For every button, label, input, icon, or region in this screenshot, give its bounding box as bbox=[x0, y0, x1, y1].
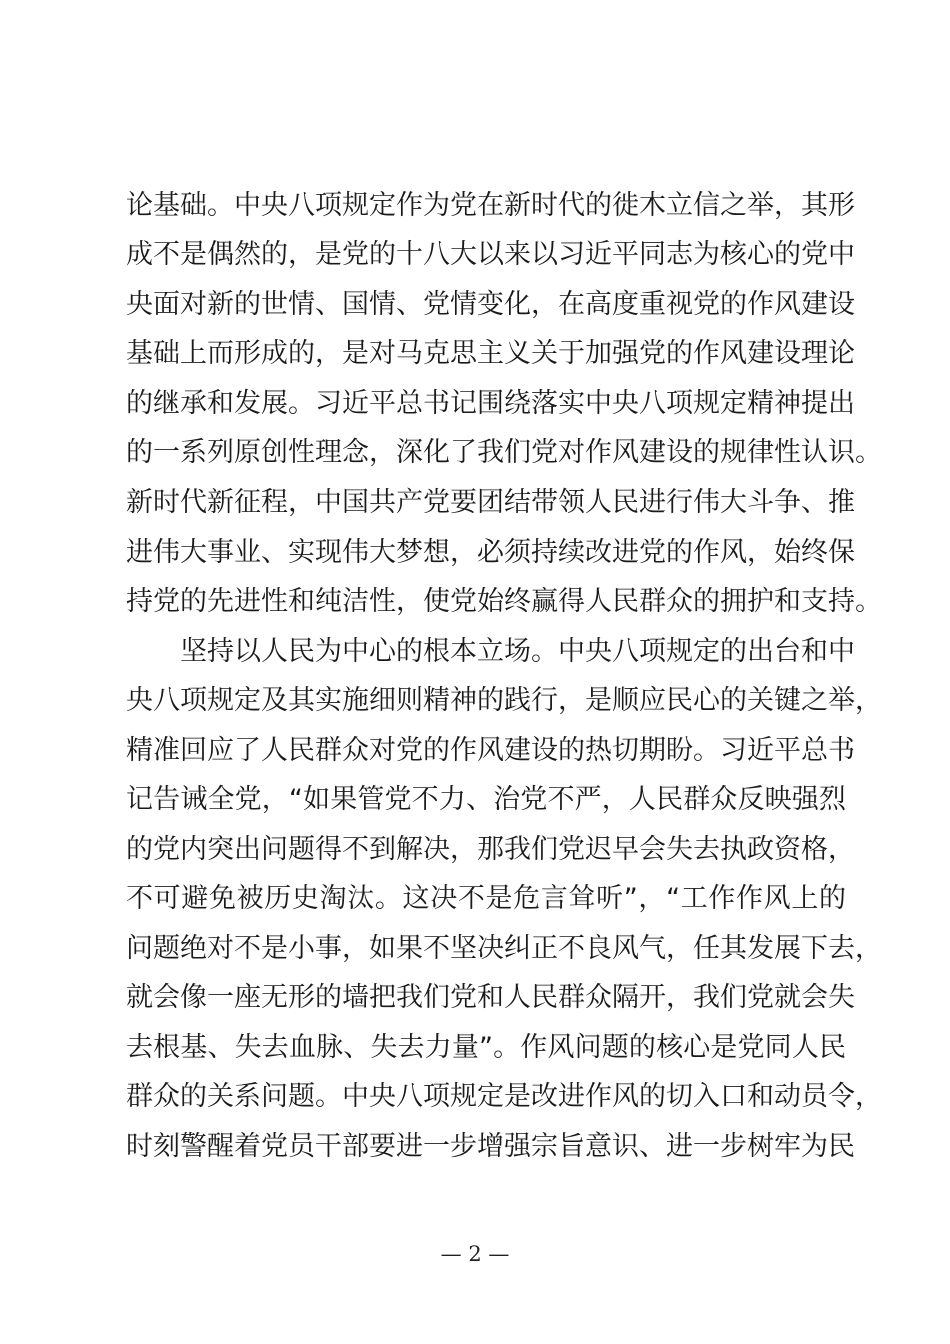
text-line: 的继承和发展。习近平总书记围绕落实中央八项规定精神提出 bbox=[126, 388, 855, 419]
text-line: 的一系列原创性理念，深化了我们党对作风建设的规律性认识。 bbox=[126, 437, 882, 468]
text-line: 不可避免被历史淘汰。这决不是危言耸听”，“工作作风上的 bbox=[126, 883, 846, 914]
text-line: 时刻警醒着党员干部要进一步增强宗旨意识、进一步树牢为民 bbox=[126, 1131, 855, 1162]
text-line: 坚持以人民为中心的根本立场。中央八项规定的出台和中 bbox=[180, 636, 855, 667]
text-line: 的党内突出问题得不到解决，那我们党迟早会失去执政资格， bbox=[126, 834, 855, 865]
text-line: 就会像一座无形的墙把我们党和人民群众隔开，我们党就会失 bbox=[126, 982, 855, 1013]
page-number: — 2 — bbox=[440, 1242, 510, 1266]
text-line: 成不是偶然的，是党的十八大以来以习近平同志为核心的党中 bbox=[126, 239, 855, 270]
text-line: 进伟大事业、实现伟大梦想，必须持续改进党的作风，始终保 bbox=[126, 537, 855, 568]
text-line: 论基础。中央八项规定作为党在新时代的徙木立信之举，其形 bbox=[126, 190, 855, 221]
text-line: 问题绝对不是小事，如果不坚决纠正不良风气，任其发展下去， bbox=[126, 933, 882, 964]
text-line: 基础上而形成的，是对马克思主义关于加强党的作风建设理论 bbox=[126, 338, 855, 369]
text-line: 去根基、失去血脉、失去力量”。作风问题的核心是党同人民 bbox=[126, 1032, 846, 1063]
text-line: 央面对新的世情、国情、党情变化，在高度重视党的作风建设 bbox=[126, 289, 855, 320]
text-line: 记告诫全党，“如果管党不力、治党不严，人民群众反映强烈 bbox=[126, 784, 846, 815]
text-line: 持党的先进性和纯洁性，使党始终赢得人民群众的拥护和支持。 bbox=[126, 586, 882, 617]
text-line: 央八项规定及其实施细则精神的践行，是顺应民心的关键之举， bbox=[126, 685, 882, 716]
text-line: 新时代新征程，中国共产党要团结带领人民进行伟大斗争、推 bbox=[126, 487, 855, 518]
text-line: 精准回应了人民群众对党的作风建设的热切期盼。习近平总书 bbox=[126, 735, 855, 766]
text-line: 群众的关系问题。中央八项规定是改进作风的切入口和动员令， bbox=[126, 1081, 882, 1112]
